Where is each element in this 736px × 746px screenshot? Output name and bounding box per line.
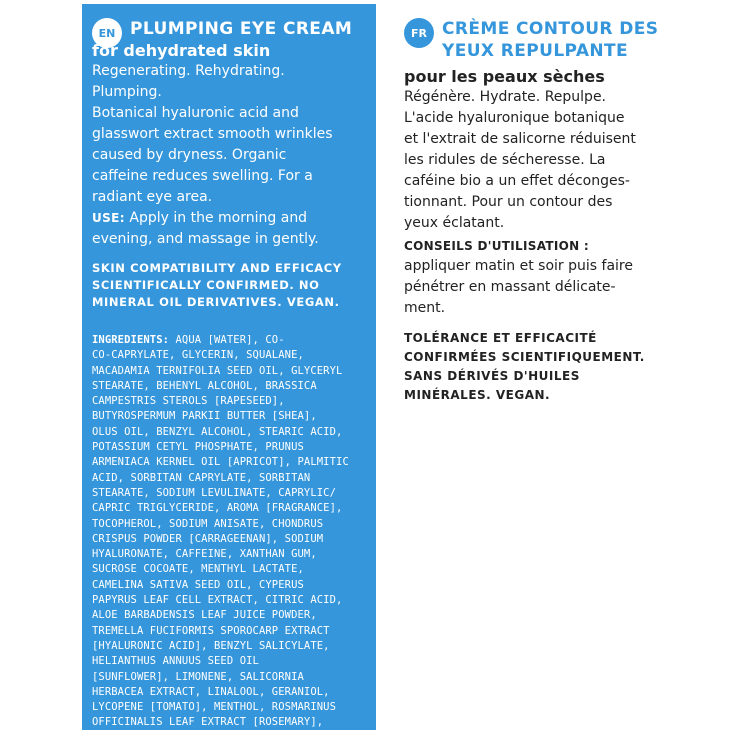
- ingredient-line: SUCROSE COCOATE, MENTHYL LACTATE,: [92, 563, 304, 576]
- fr-usage-line: ment.: [404, 300, 446, 316]
- ingredient-line: OFFICINALIS LEAF EXTRACT [ROSEMARY],: [92, 716, 324, 729]
- fr-usage-line: appliquer matin et soir puis faire: [404, 258, 633, 274]
- ingredient-line: HYALURONATE, CAFFEINE, XANTHAN GUM,: [92, 548, 317, 561]
- en-usage-line: evening, and massage in gently.: [92, 231, 319, 247]
- ingredient-line: CO-CAPRYLATE, GLYCERIN, SQUALANE,: [92, 349, 304, 362]
- ingredient-line: OLUS OIL, BENZYL ALCOHOL, STEARIC ACID,: [92, 425, 343, 438]
- fr-description-line: Régénère. Hydrate. Repulpe.: [404, 89, 607, 105]
- en-usage-text: Apply in the morning and: [124, 210, 308, 226]
- fr-product-title-line: CRÈME CONTOUR DES: [442, 19, 659, 39]
- fr-description-line: L'acide hyaluronique botanique: [404, 110, 625, 126]
- en-description-line: Botanical hyaluronic acid and: [92, 105, 299, 121]
- ingredient-line: TREMELLA FUCIFORMIS SPOROCARP EXTRACT: [92, 624, 330, 637]
- ingredient-line: BUTYROSPERMUM PARKII BUTTER [SHEA],: [92, 410, 317, 423]
- fr-description-line: tionnant. Pour un contour des: [404, 194, 613, 210]
- english-panel: [82, 4, 376, 744]
- en-description-line: glasswort extract smooth wrinkles: [92, 126, 333, 142]
- ingredient-line: POTASSIUM CETYL PHOSPHATE, PRUNUS: [92, 441, 304, 454]
- ingredient-line: TOCOPHEROL, SODIUM ANISATE, CHONDRUS: [92, 517, 324, 530]
- ingredient-line: ALCOHOL: [92, 731, 137, 744]
- fr-subtitle: pour les peaux sèches: [404, 67, 605, 86]
- ingredient-line: [HYALURONIC ACID], BENZYL SALICYLATE,: [92, 639, 330, 652]
- fr-product-title-line: YEUX REPULPANTE: [442, 41, 629, 61]
- en-description-line: radiant eye area.: [92, 189, 213, 205]
- fr-usage-line: pénétrer en massant délicate-: [404, 279, 616, 295]
- en-claim-line: SKIN COMPATIBILITY AND EFFICACY: [92, 261, 342, 275]
- ingredient-line: [SUNFLOWER], LIMONENE, SALICORNIA: [92, 670, 304, 683]
- ingredient-line: [92, 333, 366, 348]
- en-usage-line: [92, 208, 366, 229]
- fr-description-line: et l'extrait de salicorne réduisent: [404, 131, 636, 147]
- fr-description-line: yeux éclatant.: [404, 215, 505, 231]
- en-title-row: [92, 18, 366, 40]
- fr-description-line: caféine bio a un effet déconges-: [404, 173, 630, 189]
- fr-claims: [404, 329, 728, 405]
- ingredient-text: AQUA [WATER], CO-: [169, 334, 285, 346]
- ingredient-line: HERBACEA EXTRACT, LINALOOL, GERANIOL,: [92, 685, 330, 698]
- ingredient-line: ARMENIACA KERNEL OIL [APRICOT], PALMITIC: [92, 456, 349, 469]
- en-tagline-line: Regenerating. Rehydrating.: [92, 63, 285, 79]
- en-description-line: caffeine reduces swelling. For a: [92, 168, 313, 184]
- en-use-label: USE:: [92, 211, 125, 225]
- en-claim-line: SCIENTIFICALLY CONFIRMED. NO: [92, 278, 320, 292]
- fr-usage: [404, 256, 728, 319]
- en-subtitle: for dehydrated skin: [92, 41, 271, 60]
- fr-use-label: CONSEILS D'UTILISATION :: [404, 239, 590, 253]
- fr-description: [404, 87, 728, 234]
- en-ingredients: [92, 333, 366, 746]
- ingredient-line: LYCOPENE [TOMATO], MENTHOL, ROSMARINUS: [92, 701, 337, 714]
- fr-description-line: les ridules de sécheresse. La: [404, 152, 606, 168]
- en-product-title: PLUMPING EYE CREAM: [130, 19, 353, 39]
- french-panel: [398, 4, 728, 730]
- fr-language-badge: FR: [404, 18, 434, 48]
- en-tagline-line: Plumping.: [92, 84, 162, 100]
- en-tagline: [92, 61, 366, 103]
- ingredient-line: ACID, SORBITAN CAPRYLATE, SORBITAN: [92, 471, 311, 484]
- ingredient-line: PAPYRUS LEAF CELL EXTRACT, CITRIC ACID,: [92, 594, 343, 607]
- ingredient-line: MACADAMIA TERNIFOLIA SEED OIL, GLYCERYL: [92, 364, 343, 377]
- ingredient-line: HELIANTHUS ANNUUS SEED OIL: [92, 655, 259, 668]
- fr-claim-line: CONFIRMÉES SCIENTIFIQUEMENT.: [404, 350, 645, 364]
- ingredient-line: ALOE BARBADENSIS LEAF JUICE POWDER,: [92, 609, 317, 622]
- ingredients-label: INGREDIENTS:: [92, 334, 170, 346]
- ingredient-line: CRISPUS POWDER [CARRAGEENAN], SODIUM: [92, 532, 324, 545]
- en-usage: [92, 208, 366, 250]
- fr-claim-line: MINÉRALES. VEGAN.: [404, 388, 551, 402]
- fr-title-row: [404, 18, 728, 62]
- en-language-badge: EN: [92, 18, 122, 48]
- ingredient-line: STEARATE, SODIUM LEVULINATE, CAPRYLIC/: [92, 486, 337, 499]
- ingredient-line: CAPRIC TRIGLYCERIDE, AROMA [FRAGRANCE],: [92, 502, 343, 515]
- en-claims: [92, 260, 366, 311]
- en-claim-line: MINERAL OIL DERIVATIVES. VEGAN.: [92, 295, 340, 309]
- en-description-line: caused by dryness. Organic: [92, 147, 287, 163]
- ingredient-line: CAMELINA SATIVA SEED OIL, CYPERUS: [92, 578, 304, 591]
- fr-claim-line: SANS DÉRIVÉS D'HUILES: [404, 369, 580, 383]
- en-description: [92, 103, 366, 208]
- ingredient-line: STEARATE, BEHENYL ALCOHOL, BRASSICA: [92, 379, 317, 392]
- fr-claim-line: TOLÉRANCE ET EFFICACITÉ: [404, 331, 597, 345]
- ingredient-line: CAMPESTRIS STEROLS [RAPESEED],: [92, 395, 285, 408]
